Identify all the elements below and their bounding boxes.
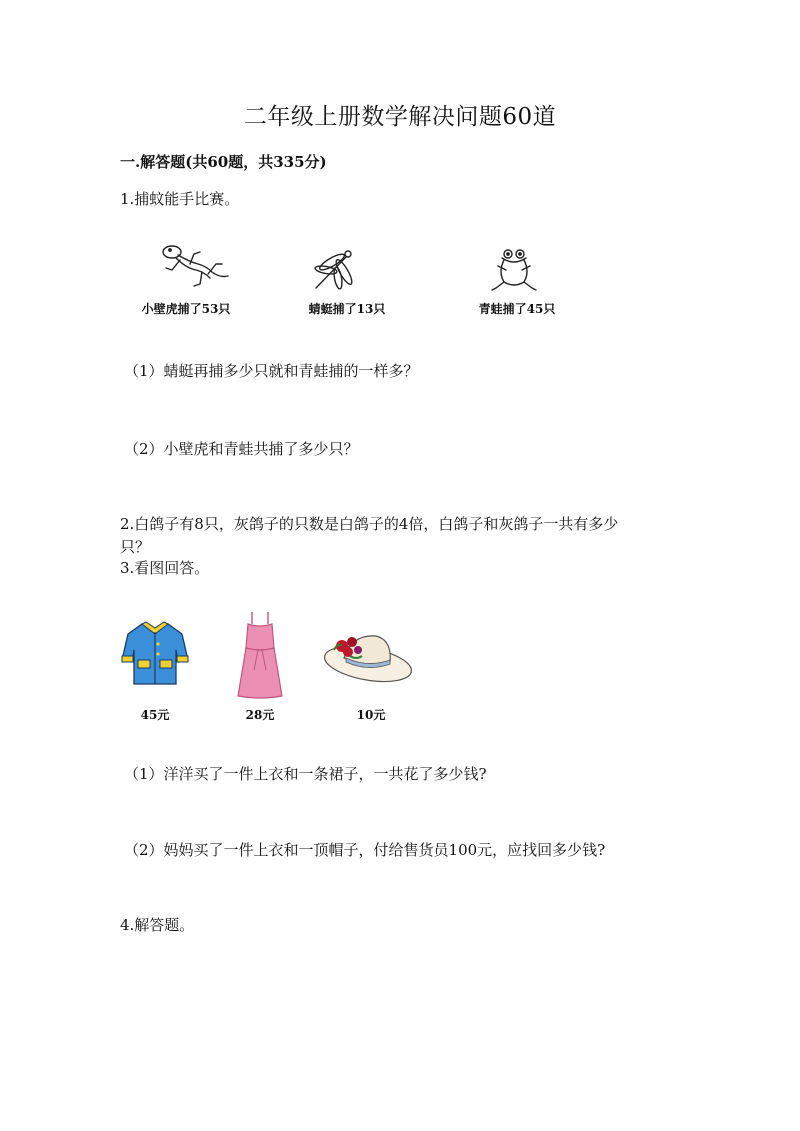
question-2-text [120,513,618,559]
jacket-price: 45元 [140,708,170,722]
section-heading: 一.解答题(共60题，共335分) [120,153,327,171]
gecko-icon [150,242,230,294]
hat-price: 10元 [356,708,386,722]
question-1-sub-2: （2）小壁虎和青蛙共捕了多少只？ [124,440,359,458]
question-1-text: 1.捕蚊能手比赛。 [120,190,240,208]
hat-icon [322,628,414,684]
gecko-caption: 小壁虎捕了53只 [141,302,231,316]
question-3-sub-1: （1）洋洋买了一件上衣和一条裙子，一共花了多少钱? [124,765,487,783]
question-3-sub-2: （2）妈妈买了一件上衣和一顶帽子，付给售货员100元，应找回多少钱? [124,841,606,859]
dress-price: 28元 [245,708,275,722]
page-title: 二年级上册数学解决问题60道 [243,104,557,130]
dragonfly-icon [310,248,360,293]
question-2-line-2: 只？ [120,538,151,556]
frog-icon [490,248,540,294]
question-3-text: 3.看图回答。 [120,559,210,577]
dress-icon [236,610,284,698]
question-1-sub-1: （1）蜻蜓再捕多少只就和青蛙捕的一样多？ [124,362,419,380]
question-4-text: 4.解答题。 [120,916,195,934]
dragonfly-caption: 蜻蜓捕了13只 [308,302,386,316]
question-2-line-1: 2.白鸽子有8只，灰鸽子的只数是白鸽子的4倍，白鸽子和灰鸽子一共有多少 [120,515,619,533]
jacket-icon [120,620,190,688]
frog-caption: 青蛙捕了45只 [478,302,556,316]
